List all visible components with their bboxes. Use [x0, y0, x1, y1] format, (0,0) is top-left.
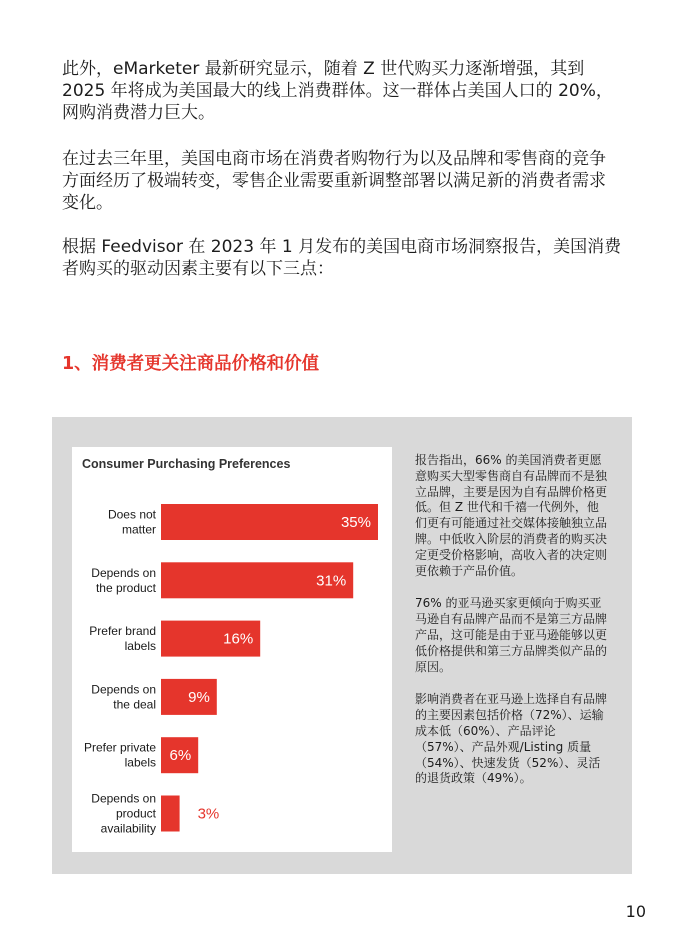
value-label-0: 35% — [340, 514, 371, 531]
category-label-4-line-1: labels — [124, 755, 156, 770]
chart-title: Consumer Purchasing Preferences — [82, 457, 291, 471]
category-label-0-line-1: matter — [121, 522, 156, 537]
side-paragraph-private-label: 报告指出，66% 的美国消费者更愿意购买大型零售商自有品牌而不是独立品牌，主要是因为自有品牌价格更低。但 Z 世代和千禧一代例外，他们更有可能通过社交媒体接触独立品牌。中低收入阶层的消费者的购买决定更受价格影响，高收入者的决定则更依赖于产品价值。 — [415, 453, 608, 578]
value-label-1: 31% — [316, 572, 347, 590]
category-label-1-line-1: the product — [95, 580, 156, 595]
category-label-1-line-0: Depends on — [91, 565, 156, 580]
category-label-5-line-2: availability — [100, 821, 156, 836]
category-label-3-line-0: Depends on — [91, 682, 156, 697]
side-paragraph-amazon-buyers: 76% 的亚马逊买家更倾向于购买亚马逊自有品牌产品而不是第三方品牌产品，这可能是由于亚马逊能够以更低价格提供和第三方品牌类似产品的原因。 — [415, 596, 608, 674]
bar-chart — [72, 447, 392, 852]
section-heading: 1、消费者更关注商品价格和价值 — [62, 354, 320, 374]
category-label-5-line-0: Depends on — [91, 791, 156, 806]
category-label-5-line-1: product — [115, 806, 156, 821]
value-label-4: 6% — [169, 747, 192, 765]
paragraph-gen-z: 此外，eMarketer 最新研究显示，随着 Z 世代购买力逐渐增强，其到 2025 年将成为美国最大的线上消费群体。这一群体占美国人口的 20%，网购消费潜力巨大。 — [62, 59, 613, 123]
paragraph-market-shift: 在过去三年里，美国电商市场在消费者购物行为以及品牌和零售商的竞争方面经历了极端转变，零售企业需要重新调整部署以满足新的消费者需求变化。 — [62, 149, 606, 213]
category-label-3-line-1: the deal — [113, 697, 156, 712]
category-label-2-line-0: Prefer brand — [89, 624, 156, 639]
category-label-4-line-0: Prefer private — [83, 740, 156, 755]
paragraph-feedvisor-intro: 根据 Feedvisor 在 2023 年 1 月发布的美国电商市场洞察报告，美国消费者购买的驱动因素主要有以下三点： — [62, 237, 622, 279]
chart-card — [72, 447, 392, 852]
value-label-5: 3% — [197, 805, 220, 823]
side-commentary — [415, 453, 610, 804]
side-paragraph-key-factors: 影响消费者在亚马逊上选择自有品牌的主要因素包括价格（72%）、运输成本低（60%）、产品评论（57%）、产品外观/Listing 质量（54%）、快速发货（52%）、灵活的退货政策（49%）。 — [415, 692, 608, 786]
category-label-2-line-1: labels — [124, 639, 156, 654]
page-number: 10 — [625, 902, 646, 921]
value-label-2: 16% — [223, 630, 254, 648]
category-label-0-line-0: Does not — [107, 507, 156, 522]
bar-5 — [161, 796, 180, 832]
value-label-3: 9% — [188, 688, 210, 706]
figure-panel — [52, 417, 632, 874]
